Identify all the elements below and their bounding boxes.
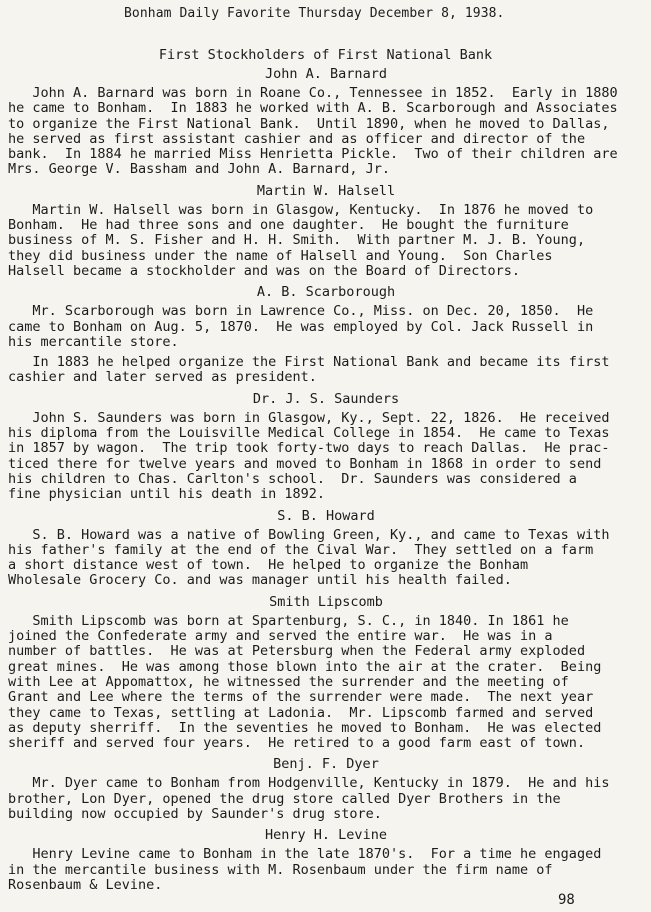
biography-paragraph: In 1883 he helped organize the First National Bank and became its first cashier and later served as president.: [8, 354, 610, 386]
page-number: 98: [558, 892, 575, 908]
biography-paragraph: S. B. Howard was a native of Bowling Green, Ky., and came to Texas with his father's family at the end of the Cival War. They settled on a farm a short distance west of town. He helped to organize the Bonham Wholesale Grocery Co. and was manager until his health failed.: [8, 526, 610, 589]
stockholder-section: [8, 391, 644, 503]
newspaper-header: Bonham Daily Favorite Thursday December 8, 1938.: [124, 6, 505, 21]
stockholder-section: [8, 284, 644, 385]
biography-paragraph: Smith Lipscomb was born at Spartenburg, S. C., in 1840. In 1861 he joined the Confederate army and served the entire war. He was in a number of battles. He was at Petersburg when the Federal army exploded great mines. He was among those blown into the air at the crater. Being with Lee at Appomattox, he witnessed the surrender and the meeting of Grant and Lee where the terms of the surrender were made. The next year they came to Texas, settling at Ladonia. Mr. Lipscomb farmed and served as deputy sherriff. In the seventies he moved to Bonham. He was elected sheriff and served four years. He retired to a good farm east of town.: [8, 612, 602, 752]
stockholder-name: A. B. Scarborough: [256, 284, 396, 301]
biography-paragraph: John S. Saunders was born in Glasgow, Ky., Sept. 22, 1826. He received his diploma from the Louisville Medical College in 1854. He came to Texas in 1857 by wagon. The trip took forty-two days to reach Dallas. He prac- ticed there for twelve years and moved to Bonham in 1868 in order to send his children to Chas. Carlton's school. Dr. Saunders was considered a fine physician until his death in 1892.: [8, 409, 610, 503]
stockholder-section: [8, 594, 644, 752]
biography-paragraph: Mr. Dyer came to Bonham from Hodgenville, Kentucky in 1879. He and his brother, Lon Dyer, opened the drug store called Dyer Brothers in the building now occupied by Saunder's drug store.: [8, 775, 610, 822]
biography-paragraph: John A. Barnard was born in Roane Co., Tennessee in 1852. Early in 1880 he came to Bonham. In 1883 he worked with A. B. Scarborough and Associates to organize the First National Bank. Until 1890, when he moved to Dallas, he served as first assistant cashier and as officer and director of the bank. In 1884 he married Miss Henrietta Pickle. Two of their children are Mrs. George V. Bassham and John A. Barnard, Jr.: [8, 85, 618, 178]
biography-paragraph: Martin W. Halsell was born in Glasgow, Kentucky. In 1876 he moved to Bonham. He had three sons and one daughter. He bought the furniture business of M. S. Fisher and H. H. Smith. With partner M. J. B. Young, they did business under the name of Halsell and Young. Son Charles Halsell became a stockholder and was on the Board of Directors.: [8, 201, 594, 279]
stockholder-name: Smith Lipscomb: [269, 593, 383, 610]
page-title: First Stockholders of First National Bank: [158, 47, 493, 63]
stockholder-name: Benj. F. Dyer: [273, 756, 379, 773]
biography-paragraph: Mr. Scarborough was born in Lawrence Co., Miss. on Dec. 20, 1850. He came to Bonham on Aug. 5, 1870. He was employed by Col. Jack Russell in his mercantile store.: [8, 303, 594, 350]
stockholder-name: S. B. Howard: [277, 507, 375, 524]
stockholder-name: Dr. J. S. Saunders: [252, 390, 400, 407]
stockholder-name: John A. Barnard: [265, 66, 387, 82]
stockholder-name: Martin W. Halsell: [256, 182, 396, 199]
stockholder-section: [8, 827, 644, 893]
biography-paragraph: Henry Levine came to Bonham in the late 1870's. For a time he engaged in the mercantile business with M. Rosenbaum under the firm name of Rosenbaum & Levine.: [8, 846, 602, 893]
stockholder-section: [8, 508, 644, 589]
stockholder-section: [8, 183, 644, 279]
stockholder-name: Henry H. Levine: [265, 827, 387, 844]
stockholder-section: [8, 756, 644, 822]
stockholder-section: [8, 66, 644, 178]
article-body: [8, 66, 644, 898]
